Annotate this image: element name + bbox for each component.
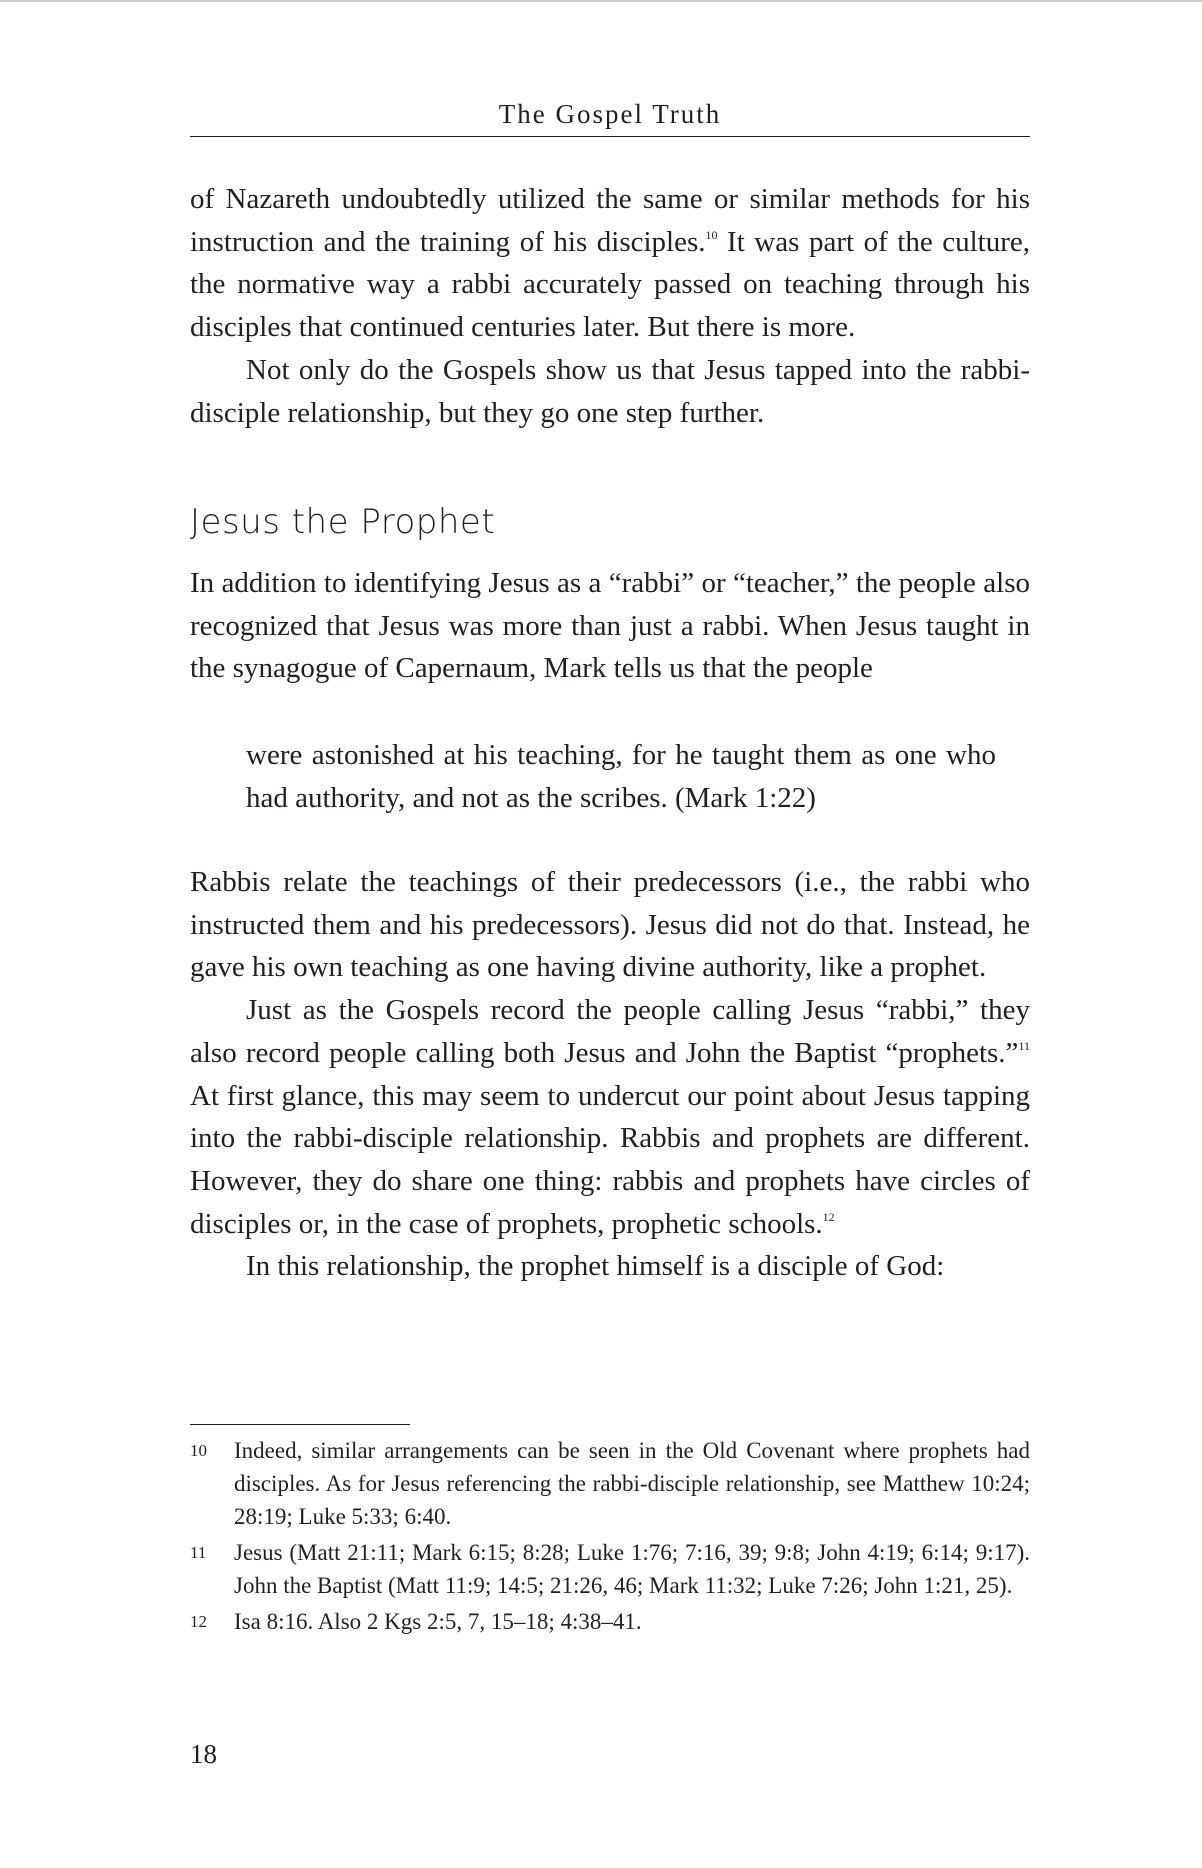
footnote-text: Indeed, similar arrangements can be seen in the Old Covenant where prophets had disciples. As for Jesus referencing the rabbi-disciple relationship, see Matthew 10:24; 28:19; Luke 5:33; 6:40. — [234, 1438, 1030, 1529]
quote-text: were astonished at his teaching, for he taught them as one who had authority, and not as the scribes. (Mark 1:22) — [246, 739, 996, 814]
paragraph — [190, 989, 1030, 1245]
running-head: The Gospel Truth — [498, 99, 722, 129]
footnote-number: 12 — [190, 1612, 207, 1631]
section-intro — [190, 562, 1030, 690]
footnote-12 — [190, 1605, 1030, 1638]
footnote-rule — [190, 1424, 410, 1425]
footnote-number: 10 — [190, 1441, 207, 1460]
block-quote — [246, 734, 996, 819]
paragraph: In this relationship, the prophet himself is a disciple of God: — [246, 1250, 945, 1283]
footnote-number: 11 — [190, 1543, 207, 1562]
footnotes — [190, 1434, 1030, 1641]
paragraph-text: It was part of the culture, the normative way a rabbi accurately passed on teaching through his disciples that continued centuries later. But there is more. — [190, 225, 1030, 344]
paragraph-text: Just as the Gospels record the people calling Jesus “rabbi,” they also record people calling both Jesus and John the Baptist “prophets.” — [190, 994, 1030, 1069]
page-number: 18 — [190, 1739, 217, 1769]
paragraph: In addition to identifying Jesus as a “rabbi” or “teacher,” the people also recognized that Jesus was more than just a rabbi. When Jesus taught in the synagogue of Capernaum, Mark tells us that the people — [190, 567, 1030, 685]
paragraph: Rabbis relate the teachings of their predecessors (i.e., the rabbi who instructed them and his predecessors). Jesus did not do that. Instead, he gave his own teaching as one having divine authority, like a prophet. — [190, 866, 1030, 984]
opening-text — [190, 178, 1030, 434]
paragraph: Not only do the Gospels show us that Jesus tapped into the rabbi-disciple relationship, but they go one step further. — [190, 353, 1030, 429]
header-rule — [190, 136, 1030, 137]
footnote-ref-11: 11 — [1018, 1038, 1030, 1053]
footnote-text: Jesus (Matt 21:11; Mark 6:15; 8:28; Luke 1:76; 7:16, 39; 9:8; John 4:19; 6:14; 9:17). John the Baptist (Matt 11:9; 14:5; 21:26, 46; Mark 11:32; Luke 7:26; John 1:21, 25). — [234, 1540, 1030, 1598]
section-body — [190, 861, 1030, 1288]
footnote-text: Isa 8:16. Also 2 Kgs 2:5, 7, 15–18; 4:38–41. — [234, 1609, 642, 1634]
footnote-10 — [190, 1434, 1030, 1533]
footnote-ref-12: 12 — [822, 1209, 835, 1224]
paragraph-text: of Nazareth undoubtedly utilized the same or similar methods for his instruction and the training of his disciples. — [190, 183, 1030, 258]
footnote-11 — [190, 1536, 1030, 1602]
section-heading: Jesus the Prophet — [190, 502, 496, 542]
page-top-edge — [0, 0, 1202, 2]
paragraph-text: At first glance, this may seem to undercut our point about Jesus tapping into the rabbi-disciple relationship. Rabbis and prophets are different. However, they do share one thing: rabbis and prophets have circles of disciples or, in the case of prophets, prophetic schools. — [190, 1079, 1030, 1240]
footnote-ref-10: 10 — [705, 227, 718, 242]
paragraph-continued — [190, 178, 1030, 349]
